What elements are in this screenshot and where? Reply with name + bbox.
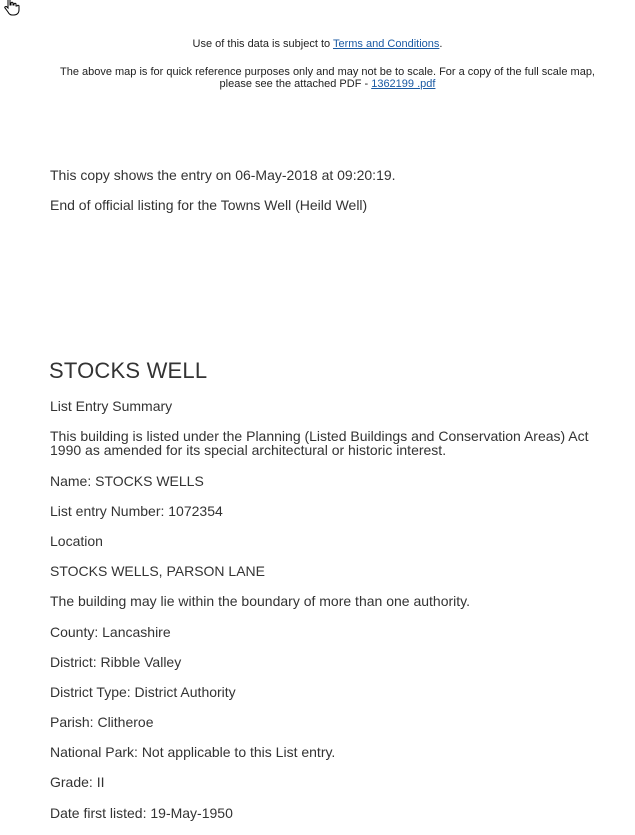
listing-intro: This building is listed under the Planning (Listed Buildings and Conservation Areas) Act 1990 as amended for its special architectural or historic interest.: [50, 428, 589, 458]
boundary-note: The building may lie within the boundary of more than one authority.: [50, 593, 470, 609]
pdf-link[interactable]: 1362199 .pdf: [371, 78, 436, 90]
district: District: Ribble Valley: [50, 654, 182, 670]
grade: Grade: II: [50, 774, 105, 790]
entry-number: List entry Number: 1072354: [50, 503, 223, 519]
terms-suffix: .: [439, 38, 443, 50]
map-disclaimer-text: The above map is for quick reference purposes only and may not be to scale. For a copy of the full scale map, please see the attached PDF -: [59, 66, 595, 90]
hand-pointer-icon: [2, 0, 22, 16]
location-heading: Location: [50, 533, 103, 549]
parish: Parish: Clitheroe: [50, 714, 154, 730]
copy-date-text: This copy shows the entry on 06-May-2018 at 09:20:19.: [50, 167, 396, 183]
terms-prefix: Use of this data is subject to: [192, 38, 333, 50]
terms-link[interactable]: Terms and Conditions: [332, 38, 440, 50]
terms-notice: [0, 38, 635, 50]
national-park: National Park: Not applicable to this List entry.: [50, 744, 336, 760]
end-of-listing-text: End of official listing for the Towns Well (Heild Well): [50, 197, 368, 213]
entry-name: Name: STOCKS WELLS: [50, 473, 204, 489]
district-type: District Type: District Authority: [50, 684, 236, 700]
date-first-listed: Date first listed: 19-May-1950: [50, 805, 233, 821]
county: County: Lancashire: [50, 624, 171, 640]
map-disclaimer: [50, 66, 605, 90]
summary-heading: List Entry Summary: [50, 398, 173, 414]
location-value: STOCKS WELLS, PARSON LANE: [50, 563, 265, 579]
entry-title: STOCKS WELL: [49, 358, 208, 383]
